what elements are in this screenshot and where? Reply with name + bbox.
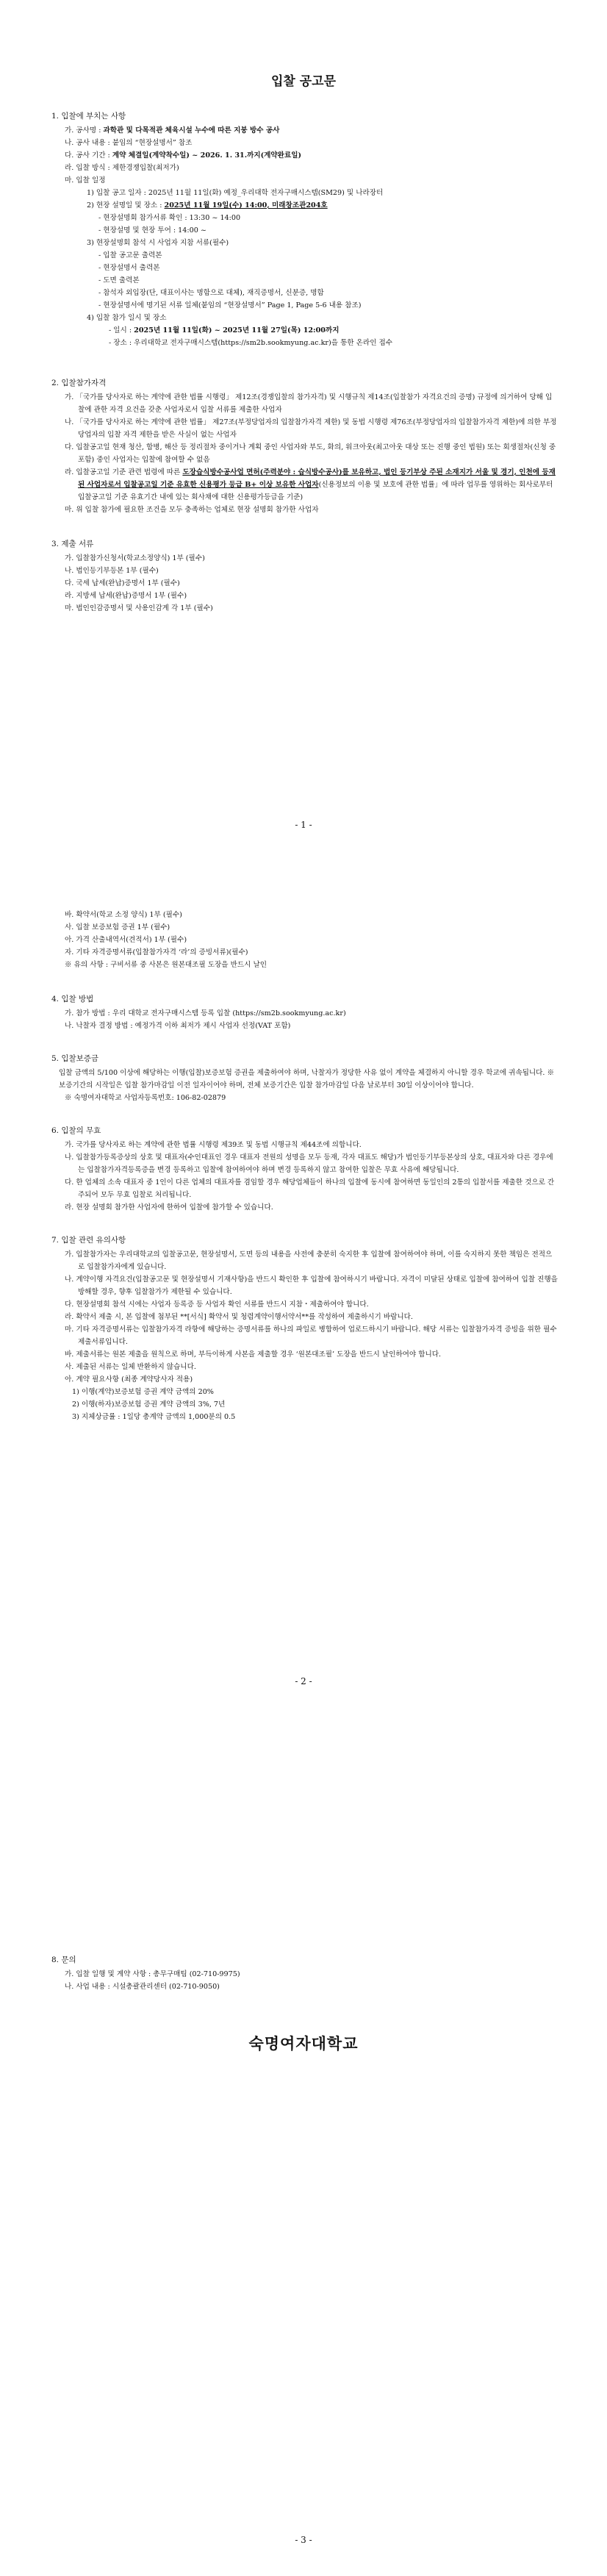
organization-name: 숙명여자대학교 [248, 2034, 359, 2053]
document-title: 입찰 공고문 [270, 74, 337, 89]
s2-ra-part-2: 도장습식방수공사업 면허(주력분야 : 습식방수공사)를 보유 [182, 468, 365, 476]
s7-item-ma: 마. 기타 자격증명서류는 입찰참가자격 라항에 해당하는 증명서류를 하나의 파일로 병합하여 업로드하시기 바랍니다. 해당 서류는 입찰참가자격 증빙을 위한 필수 제출서류입니다. [65, 1325, 557, 1346]
section-4-heading: 4. 입찰 방법 [51, 995, 94, 1003]
s7-item-ga: 가. 입찰참가자는 우리대학교의 입찰공고문, 현장설명서, 도면 등의 내용을 사전에 충분히 숙지한 후 입찰에 참여하여야 하며, 이를 숙지하지 못한 책임은 전적으로 입찰참가자에게 있습니다. [65, 1251, 553, 1271]
s1-schedule-4a [51, 324, 558, 337]
s1-schedule-1: 1) 입찰 공고 일자 : 2025년 11월 11일(화) 예정_우리대학 전자구매시스템(SM29) 및 나라장터 [87, 189, 384, 197]
s6-item-na: 나. 입찰참가등록증상의 상호 및 대표자(수인대표인 경우 대표자 전원의 성명을 모두 등재, 각자 대표도 해당)가 법인등기부등본상의 상호, 대표자와 다른 경우에는 입찰참가자격등록증을 변경 등록하고 입찰에 참여하여야 하며 변경 등록하지 않고 참여한 입찰은 무효 사유에 해당됩니다. [65, 1153, 553, 1174]
s2-item-da: 다. 입찰공고일 현재 청산, 합병, 해산 등 정리절차 중이거나 계획 중인 사업자와 부도, 화의, 워크아웃(최고아웃 대상 또는 진행 중인 법원) 또는 회생절차(신청 중 포함) 중인 사업자는 입찰에 참여할 수 없음 [65, 443, 556, 464]
s7-requirement-2: 2) 이행(하자)보증보험 증권 계약 금액의 3%, 7년 [72, 1400, 226, 1409]
s1-schedule-3d: - 참석자 외입장(단, 대표이사는 명함으로 대체), 재직증명서, 신분증, 명함 [98, 289, 324, 297]
section-6-heading: 6. 입찰의 무효 [51, 1126, 101, 1135]
s1-schedule-2b: - 현장설명 및 현장 투어 : 14:00 ~ [98, 226, 206, 235]
section-5-heading: 5. 입찰보증금 [51, 1054, 99, 1063]
page-number-2: - 2 - [295, 1676, 312, 1686]
s1-m4a-label: - 일시 : [109, 326, 134, 334]
page-1 [0, 0, 607, 859]
s1-m4a-value: 2025년 11월 11일(화) ~ 2025년 11월 27일(목) 12:00까지 [134, 326, 340, 334]
s2-ra-part-3: 하고, 법인 등기부상 주된 소재지가 서울 및 경기, 인천에 등재된 사업자로서 입찰공고일 기준 유효한 신용평가 등급 B+ 이상 보유한 사업자 [78, 468, 556, 489]
page-number-3: - 3 - [295, 2535, 312, 2545]
page-2 [0, 859, 607, 1717]
section-2 [51, 377, 558, 516]
section-3-continued [51, 909, 558, 971]
s7-requirement-1: 1) 이행(계약)보증보험 증권 계약 금액의 20% [72, 1388, 214, 1396]
s3-item-ma: 마. 법인인감증명서 및 사용인감계 각 1부 (필수) [65, 604, 213, 612]
s3-item-aa: 아. 가격 산출내역서(견적서) 1부 (필수) [65, 936, 187, 944]
s3-item-na: 나. 법인등기부등본 1부 (필수) [65, 567, 159, 575]
section-8 [51, 1954, 558, 1993]
s2-item-na: 나. 「국가를 당사자로 하는 계약에 관한 법률」 제27조(부정당업자의 입찰참가자격 제한) 및 동법 시행령 제76조(부정당업자의 입찰참가자격 제한)에 의한 부정당업자의 입찰 자격 제한을 받은 사실이 없는 사업자 [65, 418, 557, 439]
s1-da-value: 계약 체결일(계약착수일) ~ 2026. 1. 31.까지(계약완료일) [112, 151, 302, 160]
s6-item-ga: 가. 국가를 당사자로 하는 계약에 관한 법률 시행령 제39조 및 동법 시행규칙 제44조에 의합니다. [65, 1141, 362, 1149]
s1-schedule-3: 3) 현장설명회 참석 시 사업자 지참 서류(필수) [87, 239, 229, 247]
s1-schedule-2 [51, 199, 558, 212]
s1-item-ma: 마. 입찰 일정 [65, 176, 106, 185]
s1-item-na: 나. 공사 내용 : 붙임의 “현장설명서” 참조 [65, 139, 193, 147]
s1-item-da [51, 149, 558, 162]
section-6 [51, 1125, 558, 1214]
section-2-heading: 2. 입찰참가자격 [51, 379, 107, 387]
s1-item-ga [51, 124, 558, 137]
section-7 [51, 1234, 558, 1423]
s1-schedule-4: 4) 입찰 참가 일시 및 장소 [87, 314, 167, 322]
s7-item-da: 다. 현장설명회 참석 시에는 사업자 등록증 등 사업자 확인 서류를 반드시 지참・제출하여야 합니다. [65, 1300, 369, 1309]
s7-item-ba: 바. 제출서류는 원본 제출을 원칙으로 하며, 부득이하게 사본을 제출할 경우 ‘원본대조필’ 도장을 반드시 날인하여야 합니다. [65, 1350, 442, 1359]
s1-m2-value: 2025년 11월 19일(수) 14:00, 미래창조관204호 [164, 201, 328, 210]
s1-schedule-3a: - 입찰 공고문 출력본 [98, 251, 162, 260]
s3-item-sa: 사. 입찰 보증보험 증권 1부 (필수) [65, 923, 170, 931]
s2-ra-part-1: 라. 입찰공고일 기준 관련 법령에 따른 [65, 468, 183, 476]
s8-item-na: 나. 사업 내용 : 시설총괄관리센터 (02-710-9050) [65, 1983, 220, 1991]
s3-note: ※ 유의 사항 : 구비서류 중 사본은 원본대조필 도장을 반드시 날인 [65, 961, 267, 969]
s1-schedule-3e: - 현장설명서에 명기된 서류 일체(붙임의 “현장설명서” Page 1, Page 5-6 내용 참조) [98, 301, 362, 310]
s6-item-ra: 라. 현장 설명회 참가한 사업자에 한하여 입찰에 참가할 수 있습니다. [65, 1203, 273, 1212]
s7-item-aa: 아. 계약 필요사항 (최종 계약당사자 적용) [65, 1375, 193, 1384]
s3-item-ja: 자. 기타 자격증명서류(입찰참가자격 ‘라’의 증빙서류)(필수) [65, 948, 248, 956]
s4-item-na: 나. 낙찰자 결정 방법 : 예정가격 이하 최저가 제시 사업자 선정(VAT 포함) [65, 1022, 291, 1030]
section-1 [51, 110, 558, 349]
section-7-heading: 7. 입찰 관련 유의사항 [51, 1236, 126, 1245]
s2-item-ga: 가. 「국가를 당사자로 하는 계약에 관한 법률 시행령」 제12조(경쟁입찰의 참가자격) 및 시행규칙 제14조(입찰참가 자격요건의 증명) 규정에 의거하여 당해 입찰에 관한 자격 요건을 갖춘 사업자로서 입찰 서류를 제출한 사업자 [65, 393, 553, 414]
s1-da-label: 다. 공사 기간 : [65, 151, 112, 160]
s2-item-ma: 마. 위 입찰 참가에 필요한 조건을 모두 충족하는 업체로 현장 설명회 참가한 사업자 [65, 506, 319, 514]
page-3-body [51, 1954, 558, 2011]
s3-item-da: 다. 국세 납세(완납)증명서 1부 (필수) [65, 579, 180, 587]
section-3 [51, 538, 558, 615]
s2-item-ra [51, 466, 558, 504]
s1-schedule-2a: - 현장설명회 참가서류 확인 : 13:30 ~ 14:00 [98, 214, 241, 222]
s3-item-ra: 라. 지방세 납세(완납)증명서 1부 (필수) [65, 592, 187, 600]
s1-ga-label: 가. 공사명 : [65, 126, 104, 135]
page-3 [0, 1717, 607, 2576]
s2-ra-part-4: (신용정보의 이용 및 보호에 관한 법률」에 따라 업무를 영위하는 회사로부터 입찰공고일 기준 유효기간 내에 있는 회사채에 대한 신용평가등급을 기준) [78, 481, 553, 501]
s7-item-na: 나. 계약이행 자격요건(입찰공고문 및 현장설명서 기재사항)을 반드시 확인한 후 입찰에 참여하시기 바랍니다. 자격이 미달된 상태로 입찰에 참여하여 입찰 진행을 방해할 경우, 향후 입찰참가가 제한될 수 있습니다. [65, 1276, 558, 1296]
section-5 [51, 1053, 558, 1104]
s3-item-ga: 가. 입찰참가신청서(학교소정양식) 1부 (필수) [65, 554, 205, 562]
page-2-body [51, 909, 558, 1441]
page-number-1: - 1 - [295, 820, 312, 830]
s1-ga-value: 과학관 및 다목적관 체육시설 누수에 따른 지붕 방수 공사 [103, 126, 280, 135]
s7-item-ra: 라. 확약서 제출 시, 본 입찰에 첨부된 **[서식] 확약서 및 청렴계약이행서약서**를 작성하여 제출하시기 바랍니다. [65, 1313, 413, 1321]
s5-note: ※ 숙명여자대학교 사업자등록번호: 106-82-02879 [65, 1094, 226, 1102]
section-3-heading: 3. 제출 서류 [51, 540, 94, 548]
s3-item-ba: 바. 확약서(학교 소정 양식) 1부 (필수) [65, 911, 182, 919]
section-1-heading: 1. 입찰에 부치는 사항 [51, 112, 126, 121]
page-1-body [51, 110, 558, 632]
s1-schedule-3c: - 도면 출력본 [98, 276, 140, 285]
s1-schedule-3b: - 현장설명서 출력본 [98, 264, 160, 272]
s1-m2-label: 2) 현장 설명일 및 장소 : [87, 201, 165, 210]
section-4 [51, 993, 558, 1032]
s1-schedule-4b: - 장소 : 우리대학교 전자구매시스템(https://sm2b.sookmyung.ac.kr)을 통한 온라인 접수 [109, 339, 393, 347]
s6-item-da: 다. 한 업체의 소속 대표자 중 1인이 다른 업체의 대표자를 겸임할 경우 해당업체들이 하나의 입찰에 동시에 참여하면 동일인의 2통의 입찰서를 제출한 것으로 간주되어 모두 무효 입찰로 처리됩니다. [65, 1178, 555, 1199]
section-8-heading: 8. 문의 [51, 1956, 76, 1964]
s4-item-ga: 가. 참가 방법 : 우리 대학교 전자구매시스템 등록 입찰 (https://sm2b.sookmyung.ac.kr) [65, 1009, 346, 1017]
s8-item-ga: 가. 입찰 일행 및 계약 사항 : 총무구매팀 (02-710-9975) [65, 1970, 240, 1978]
s5-paragraph: 입찰 금액의 5/100 이상에 해당하는 이행(입찰)보증보험 증권을 제출하여야 하며, 낙찰자가 정당한 사유 없이 계약을 체결하지 아니할 경우 학교에 귀속됩니다. ※ 보증기간의 시작일은 입찰 참가마감일 이전 일자이어야 하며, 전체 보증기간은 입찰 참가마감일 다음 날로부터 30일 이상이어야 합니다. [59, 1069, 555, 1090]
s1-item-ra: 라. 입찰 방식 : 제한경쟁입찰(최저가) [65, 164, 179, 172]
s7-requirement-3: 3) 지체상금률 : 1일당 총계약 금액의 1,000분의 0.5 [72, 1413, 236, 1421]
s7-item-sa: 사. 제출된 서류는 일체 반환하지 않습니다. [65, 1363, 196, 1371]
